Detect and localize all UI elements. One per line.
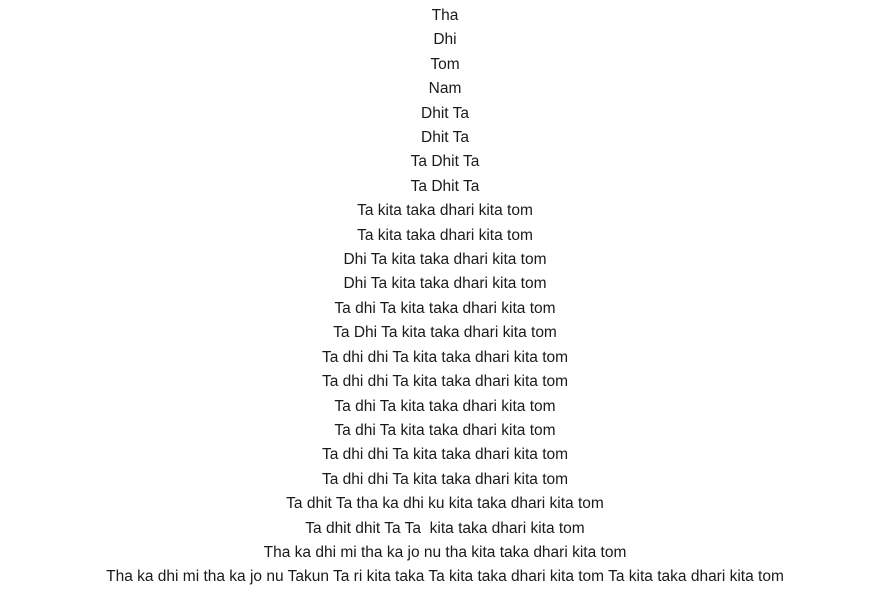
text-line: Dhit Ta bbox=[421, 129, 469, 147]
text-line: Dhi Ta kita taka dhari kita tom bbox=[343, 251, 547, 269]
text-line: Ta kita taka dhari kita tom bbox=[357, 202, 533, 220]
text-line: Ta dhit Ta tha ka dhi ku kita taka dhari kita tom bbox=[286, 495, 604, 513]
text-line: Tha bbox=[431, 7, 459, 24]
text-line: Ta dhi dhi Ta kita taka dhari kita tom bbox=[321, 446, 569, 464]
text-line: Ta dhi dhi Ta kita taka dhari kita tom bbox=[321, 373, 569, 391]
text-line: Ta Dhi Ta kita taka dhari kita tom bbox=[333, 324, 557, 342]
text-line: Ta dhi dhi Ta kita taka dhari kita tom bbox=[321, 348, 569, 366]
text-line: Dhit Ta bbox=[421, 104, 469, 122]
text-line: Tom bbox=[430, 55, 460, 73]
text-line: Ta dhit dhit Ta Ta kita taka dhari kita tom bbox=[305, 519, 585, 537]
text-line: Tha ka dhi mi tha ka jo nu Takun Ta ri kita taka Ta kita taka dhari kita tom Ta kita taka dhari kita tom bbox=[106, 568, 784, 586]
text-line: Ta dhi Ta kita taka dhari kita tom bbox=[334, 299, 556, 317]
text-line: Ta dhi Ta kita taka dhari kita tom bbox=[334, 421, 556, 439]
text-line: Ta kita taka dhari kita tom bbox=[357, 226, 533, 244]
text-line: Dhi Ta kita taka dhari kita tom bbox=[343, 275, 547, 293]
text-line: Ta Dhit Ta bbox=[410, 177, 480, 195]
text-line: Ta dhi Ta kita taka dhari kita tom bbox=[334, 397, 556, 415]
text-line: Tha ka dhi mi tha ka jo nu tha kita taka dhari kita tom bbox=[263, 543, 627, 561]
text-line: Ta dhi dhi Ta kita taka dhari kita tom bbox=[321, 470, 569, 488]
text-line: Ta Dhit Ta bbox=[410, 153, 480, 171]
text-line: Dhi bbox=[433, 31, 457, 49]
text-line: Nam bbox=[428, 80, 462, 98]
